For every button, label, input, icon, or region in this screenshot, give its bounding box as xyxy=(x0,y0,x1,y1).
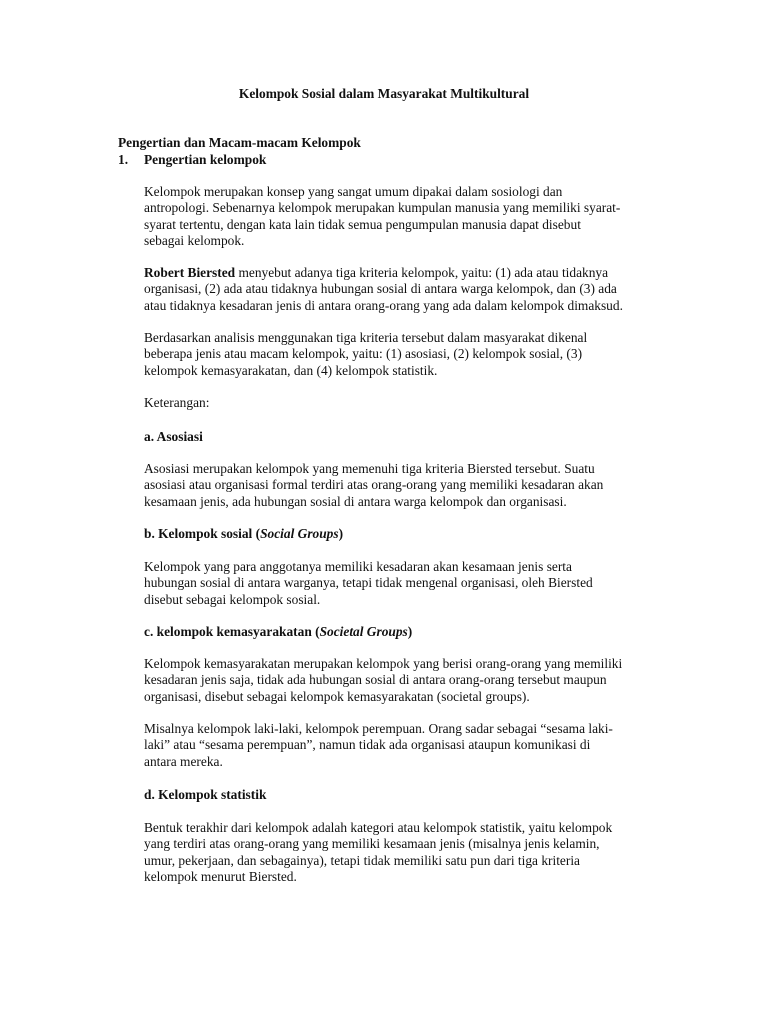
text-line: antara mereka. xyxy=(144,753,223,769)
paragraph-kelompok-kemasyarakatan xyxy=(144,656,662,705)
text-line: hubungan sosial di antara warganya, tetapi tidak mengenal organisasi, oleh Biersted xyxy=(144,575,593,591)
heading-text: ) xyxy=(338,526,344,541)
paragraph-kelompok-sosial xyxy=(144,559,662,608)
subsection-title: Pengertian kelompok xyxy=(144,152,267,167)
text-span: menyebut adanya tiga kriteria kelompok, yaitu: (1) ada atau tidaknya xyxy=(235,265,609,280)
heading-italic-text: Societal Groups xyxy=(319,624,408,639)
text-line: organisasi, (2) ada atau tidaknya hubungan sosial di antara warga kelompok, dan (3) ada xyxy=(144,281,617,297)
subsection-heading xyxy=(0,152,768,169)
text-line: asosiasi atau organisasi formal terdiri atas orang-orang yang memiliki kesadaran akan xyxy=(144,477,604,493)
text-line: Misalnya kelompok laki-laki, kelompok perempuan. Orang sadar sebagai “sesama laki- xyxy=(144,721,613,736)
text-line: kelompok kemasyarakatan, dan (4) kelompok statistik. xyxy=(144,362,438,378)
text-line: umur, pekerjaan, dan sebagainya), tetapi tidak memiliki satu pun dari tiga kriteria xyxy=(144,852,580,868)
keterangan-label: Keterangan: xyxy=(144,395,210,410)
text-line: laki” atau “sesama perempuan”, namun tidak ada organisasi ataupun komunikasi di xyxy=(144,737,591,753)
text-line: syarat tertentu, dengan kata lain tidak semua pengumpulan manusia dapat disebut xyxy=(144,216,581,232)
heading-kelompok-kemasyarakatan xyxy=(144,624,662,640)
text-line: atau tidaknya kesadaran jenis di antara orang-orang yang ada dalam kelompok dimaksud. xyxy=(144,297,623,313)
paragraph-biersted xyxy=(144,265,662,314)
text-line: beberapa jenis atau macam kelompok, yaitu: (1) asosiasi, (2) kelompok sosial, (3) xyxy=(144,346,583,362)
subsection-number: 1. xyxy=(118,152,129,167)
heading-asosiasi: a. Asosiasi xyxy=(144,429,203,444)
text-line: sebagai kelompok. xyxy=(144,233,245,249)
heading-italic-text: Social Groups xyxy=(260,526,339,541)
heading-kelompok-sosial xyxy=(144,526,662,542)
paragraph-asosiasi xyxy=(144,461,662,510)
text-line: Asosiasi merupakan kelompok yang memenuhi tiga kriteria Biersted tersebut. Suatu xyxy=(144,461,595,476)
text-line xyxy=(144,265,662,281)
text-line: Kelompok kemasyarakatan merupakan kelompok yang berisi orang-orang yang memiliki xyxy=(144,656,623,671)
text-line: disebut sebagai kelompok sosial. xyxy=(144,591,321,607)
heading-text: ) xyxy=(407,624,413,639)
heading-text: c. kelompok kemasyarakatan ( xyxy=(144,624,320,639)
author-name: Robert Biersted xyxy=(144,265,236,280)
document-title: Kelompok Sosial dalam Masyarakat Multikultural xyxy=(238,86,530,101)
text-line: Kelompok merupakan konsep yang sangat umum dipakai dalam sosiologi dan xyxy=(144,184,563,199)
paragraph-definition xyxy=(144,184,662,250)
paragraph-example xyxy=(144,721,662,770)
text-line: Kelompok yang para anggotanya memiliki kesadaran akan kesamaan jenis serta xyxy=(144,559,572,574)
heading-text: b. Kelompok sosial ( xyxy=(144,526,261,541)
text-line: Bentuk terakhir dari kelompok adalah kategori atau kelompok statistik, yaitu kelompok xyxy=(144,820,613,835)
text-line: kesamaan jenis, ada hubungan sosial di antara warga kelompok dan organisasi. xyxy=(144,493,567,509)
text-line: Berdasarkan analisis menggunakan tiga kriteria tersebut dalam masyarakat dikenal xyxy=(144,330,588,345)
paragraph-kelompok-statistik xyxy=(144,820,662,886)
text-line: organisasi, disebut sebagai kelompok kemasyarakatan (societal groups). xyxy=(144,688,530,704)
text-line: yang terdiri atas orang-orang yang memiliki kesamaan jenis (misalnya jenis kelamin, xyxy=(144,836,600,852)
paragraph-analysis xyxy=(144,330,662,379)
section-heading: Pengertian dan Macam-macam Kelompok xyxy=(118,135,361,150)
text-line: kelompok menurut Biersted. xyxy=(144,869,297,885)
text-line: antropologi. Sebenarnya kelompok merupakan kumpulan manusia yang memiliki syarat- xyxy=(144,200,621,216)
text-line: kesadaran jenis saja, tidak ada hubungan sosial di antara orang-orang tersebut maupun xyxy=(144,672,607,688)
heading-kelompok-statistik: d. Kelompok statistik xyxy=(144,787,267,802)
